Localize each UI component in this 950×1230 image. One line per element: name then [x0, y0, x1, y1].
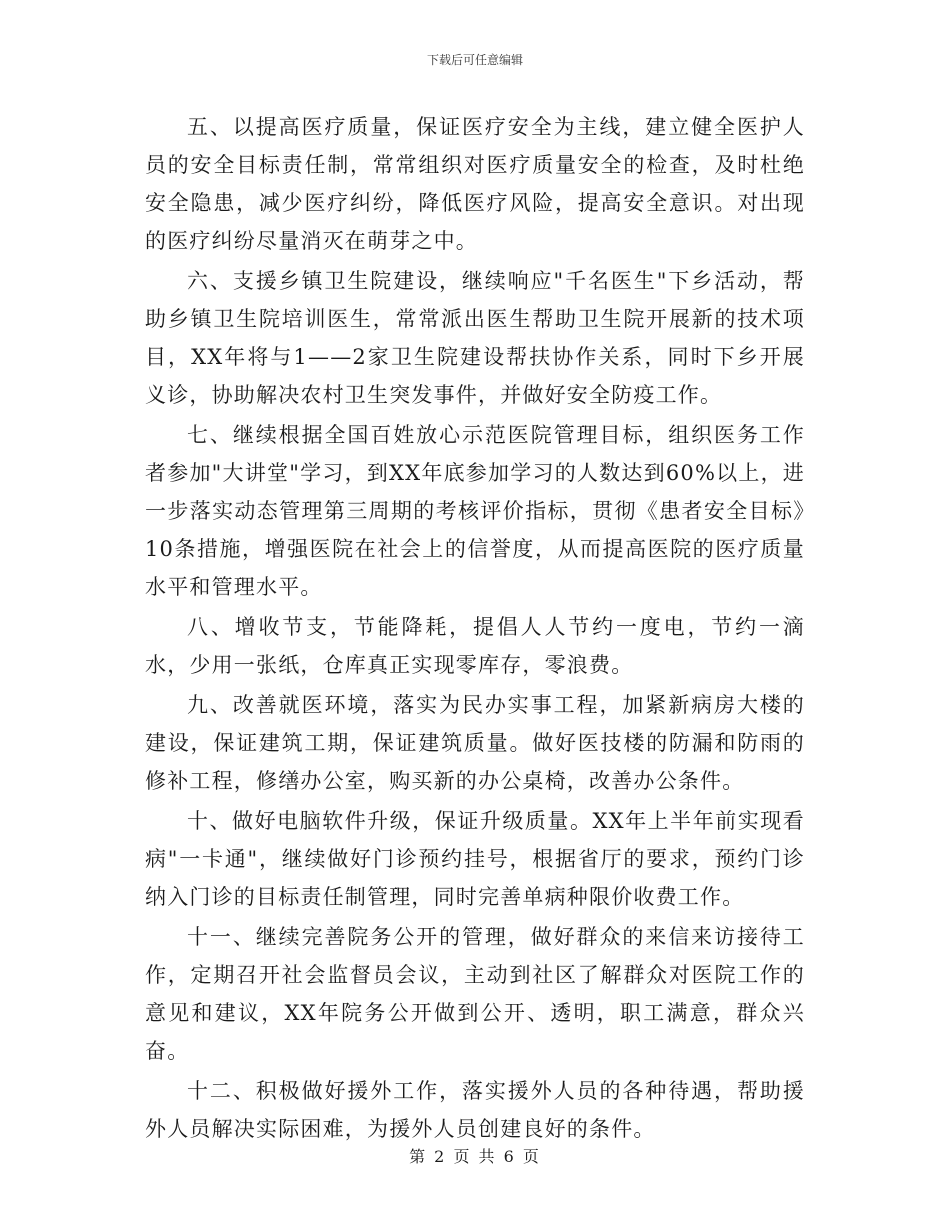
paragraph-item-8: 八、增收节支，节能降耗，提倡人人节约一度电，节约一滴水，少用一张纸，仓库真正实现零库存，零浪费。 — [145, 615, 805, 677]
paragraph-item-10: 十、做好电脑软件升级，保证升级质量。XX年上半年前实现看病"一卡通"，继续做好门诊预约挂号，根据省厅的要求，预约门诊纳入门诊的目标责任制管理，同时完善单病种限价收费工作。 — [145, 809, 805, 909]
paragraph-item-7: 七、继续根据全国百姓放心示范医院管理目标，组织医务工作者参加"大讲堂"学习，到XX年底参加学习的人数达到60%以上，进一步落实动态管理第三周期的考核评价指标，贯彻《患者安全目标》10条措施，增强医院在社会上的信誉度，从而提高医院的医疗质量水平和管理水平。 — [145, 423, 805, 599]
page-number-footer: 第 2 页 共 6 页 — [409, 1147, 541, 1166]
page-header-note: 下载后可任意编辑 — [426, 53, 523, 67]
paragraph-item-5: 五、以提高医疗质量，保证医疗安全为主线，建立健全医护人员的安全目标责任制，常常组织对医疗质量安全的检查，及时杜绝安全隐患，减少医疗纠纷，降低医疗风险，提高安全意识。对出现的医疗纠纷尽量消灭在萌芽之中。 — [145, 115, 805, 253]
paragraph-item-12: 十二、积极做好援外工作，落实援外人员的各种待遇，帮助援外人员解决实际困难，为援外人员创建良好的条件。 — [145, 1079, 805, 1141]
paragraph-item-9: 九、改善就医环境，落实为民办实事工程，加紧新病房大楼的建设，保证建筑工期，保证建筑质量。做好医技楼的防漏和防雨的修补工程，修缮办公室，购买新的办公桌椅，改善办公条件。 — [145, 693, 805, 793]
paragraph-item-11: 十一、继续完善院务公开的管理，做好群众的来信来访接待工作，定期召开社会监督员会议，主动到社区了解群众对医院工作的意见和建议，XX年院务公开做到公开、透明，职工满意，群众兴奋。 — [145, 925, 805, 1063]
paragraph-item-6: 六、支援乡镇卫生院建设，继续响应"千名医生"下乡活动，帮助乡镇卫生院培训医生，常常派出医生帮助卫生院开展新的技术项目，XX年将与1——2家卫生院建设帮扶协作关系，同时下乡开展义诊，协助解决农村卫生突发事件，并做好安全防疫工作。 — [145, 269, 805, 407]
document-body — [145, 108, 805, 1150]
